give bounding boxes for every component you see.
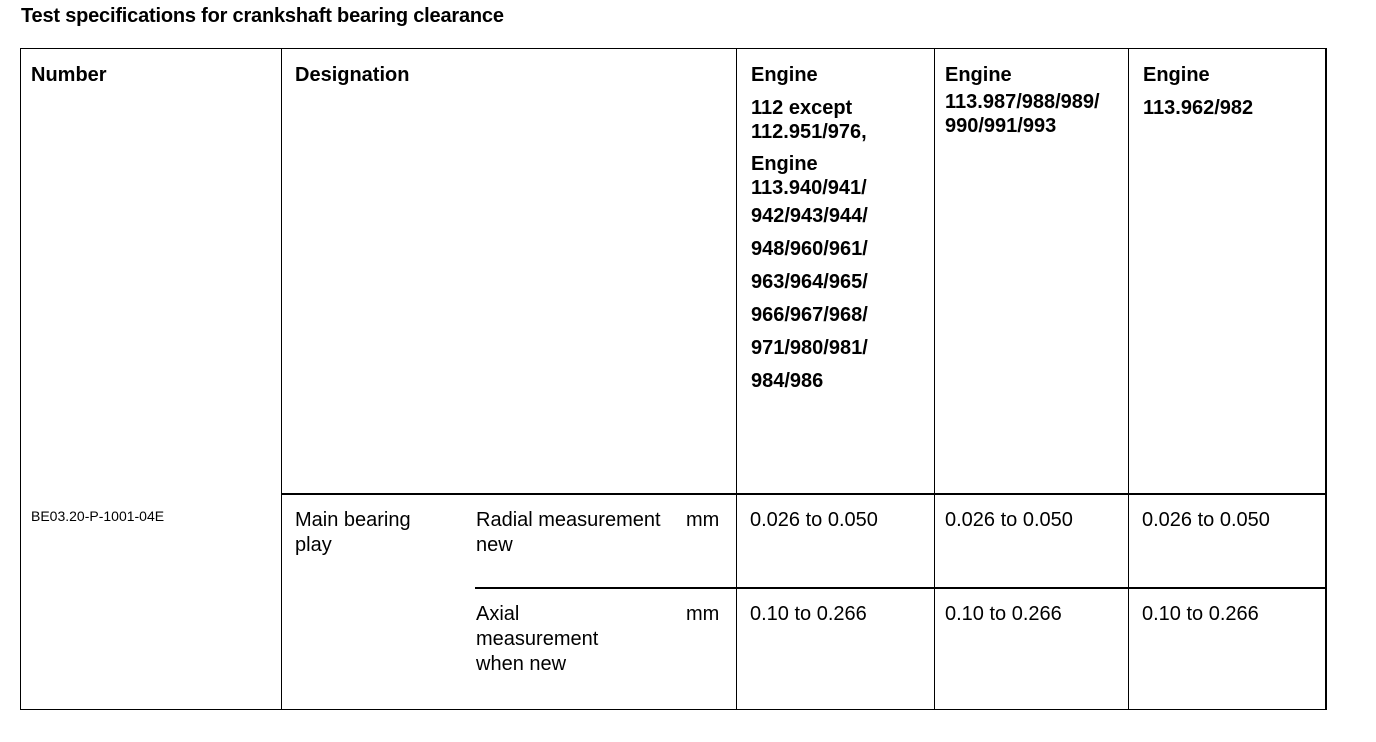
engine1-line: 948/960/961/	[751, 238, 868, 260]
row-designation: Main bearing play	[295, 509, 411, 556]
axial-value-engine3: 0.10 to 0.266	[1142, 603, 1259, 625]
axial-unit: mm	[686, 603, 720, 625]
header-number: Number	[31, 64, 107, 86]
subrow-divider	[475, 587, 1327, 589]
axial-value-engine2: 0.10 to 0.266	[945, 603, 1062, 625]
engine1-line: 984/986	[751, 370, 824, 392]
col-divider-engine1	[934, 48, 935, 710]
row-number: BE03.20-P-1001-04E	[31, 508, 165, 524]
radial-unit: mm	[686, 509, 720, 531]
radial-value-engine1: 0.026 to 0.050	[750, 509, 878, 531]
header-designation: Designation	[295, 64, 410, 86]
engine1-label2: Engine	[751, 153, 818, 175]
header-engine2-line1: 113.987/988/989/	[945, 91, 1100, 113]
radial-value-engine3: 0.026 to 0.050	[1142, 509, 1270, 531]
radial-measure: Radial measurement new	[476, 509, 661, 556]
axial-value-engine1: 0.10 to 0.266	[750, 603, 867, 625]
page-title: Test specifications for crankshaft bearing clearance	[21, 5, 504, 27]
col-divider-engine2	[1128, 48, 1129, 710]
engine1-line: 113.940/941/	[751, 177, 867, 199]
engine1-line: 971/980/981/	[751, 337, 868, 359]
engine1-line: 942/943/944/	[751, 205, 868, 227]
header-engine1-label: Engine	[751, 64, 818, 86]
engine1-line: 966/967/968/	[751, 304, 868, 326]
header-engine1-list	[751, 96, 868, 398]
header-engine3-label: Engine	[1143, 64, 1210, 86]
col-divider-designation	[736, 48, 737, 710]
header-divider	[281, 493, 1327, 495]
engine1-line: 963/964/965/	[751, 271, 868, 293]
axial-measure: Axial measurement when new	[476, 603, 599, 675]
col-divider-number	[281, 48, 282, 710]
radial-value-engine2: 0.026 to 0.050	[945, 509, 1073, 531]
header-engine2-line2: 990/991/993	[945, 115, 1057, 137]
engine1-line: 112.951/976,	[751, 121, 867, 143]
engine1-line: 112 except	[751, 97, 853, 119]
header-engine2-label: Engine	[945, 64, 1012, 86]
table-frame	[20, 48, 1327, 710]
header-engine3-line1: 113.962/982	[1143, 97, 1254, 119]
